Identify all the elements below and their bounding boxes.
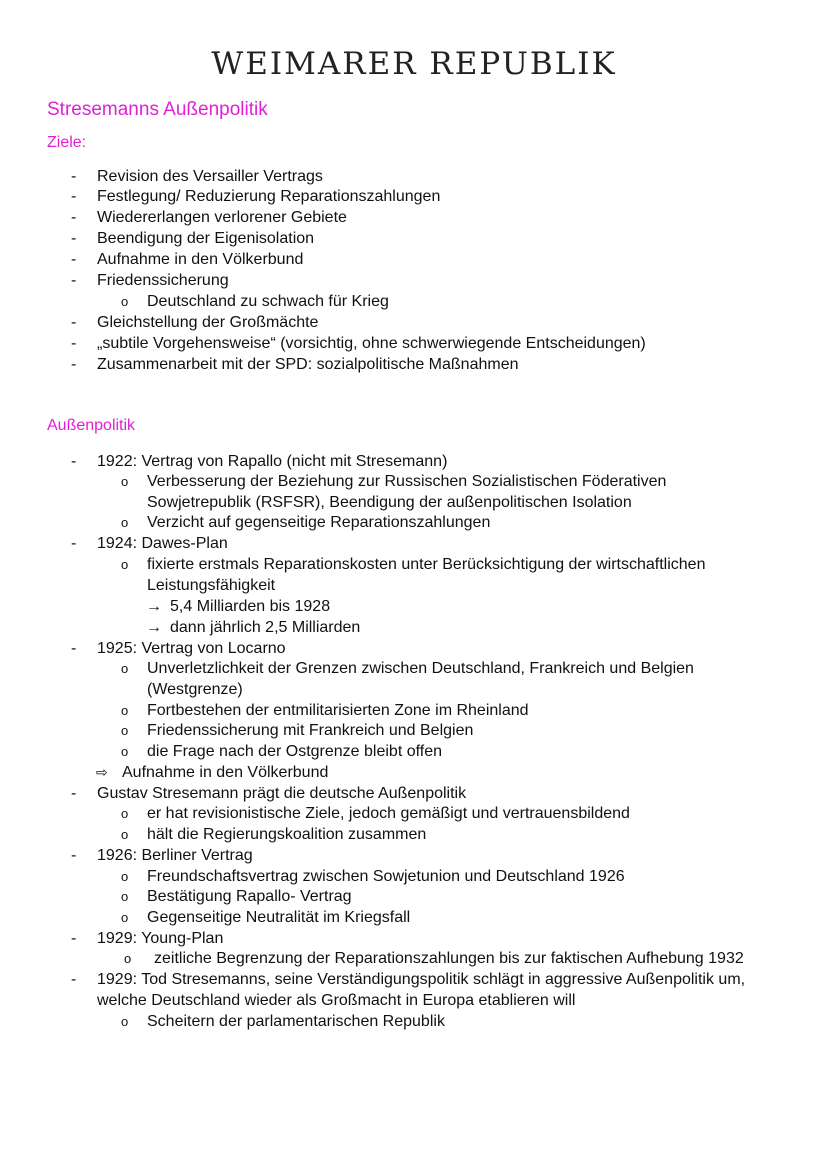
policy-heading: Außenpolitik [47,417,136,434]
list-item: - Beendigung der Eigenisolation [71,230,315,247]
circle-bullet: o [121,557,129,572]
list-subitem: o Deutschland zu schwach für Krieg [121,293,389,310]
section-title: Stresemanns Außenpolitik [47,99,268,120]
circle-bullet: o [121,1014,129,1029]
dash-bullet: - [71,209,77,226]
dash-bullet: - [71,335,77,352]
list-item: - „subtile Vorgehensweise“ (vorsichtig, ohne schwerwiegende Entscheidungen) [71,335,646,352]
list-item: - 1922: Vertrag von Rapallo (nicht mit Stresemann) [71,453,448,470]
list-item: - Zusammenarbeit mit der SPD: sozialpolitische Maßnahmen [71,356,519,373]
list-item: - Gustav Stresemann prägt die deutsche Außenpolitik [71,785,467,802]
list-item: - 1929: Tod Stresemanns, seine Verständigungspolitik schlägt in aggressive Außenpolitik um, [71,971,746,988]
arrow-item: → dann jährlich 2,5 Milliarden [146,619,361,636]
dash-bullet: - [71,640,77,657]
list-subitem: o zeitliche Begrenzung der Reparationszahlungen bis zur faktischen Aufhebung 1932 [124,950,744,967]
list-item: - Aufnahme in den Völkerbund [71,251,304,268]
circle-bullet: o [121,661,129,676]
list-subitem: o er hat revisionistische Ziele, jedoch gemäßigt und vertrauensbildend [121,805,630,822]
list-item: - 1925: Vertrag von Locarno [71,640,286,657]
list-item-continuation: welche Deutschland wieder als Großmacht in Europa etablieren will [97,992,576,1009]
circle-bullet: o [121,515,129,530]
dash-bullet: - [71,272,77,289]
circle-bullet: o [121,703,129,718]
dash-bullet: - [71,230,77,247]
list-item: - 1924: Dawes-Plan [71,535,228,552]
arrow-right-icon: → [146,598,162,615]
outline-arrow-item: ⇨ Aufnahme in den Völkerbund [96,764,329,781]
circle-bullet: o [121,889,129,904]
circle-bullet: o [121,827,129,842]
list-item: - 1926: Berliner Vertrag [71,847,253,864]
circle-bullet: o [121,474,129,489]
list-subitem: o Scheitern der parlamentarischen Republik [121,1013,445,1030]
list-subitem: o Freundschaftsvertrag zwischen Sowjetunion und Deutschland 1926 [121,868,625,885]
dash-bullet: - [71,785,77,802]
list-subitem: o Verzicht auf gegenseitige Reparationszahlungen [121,514,491,531]
list-subitem: o Bestätigung Rapallo- Vertrag [121,888,352,905]
list-subitem: o fixierte erstmals Reparationskosten unter Berücksichtigung der wirtschaftlichen [121,556,706,573]
list-item: - Friedenssicherung [71,272,229,289]
dash-bullet: - [71,930,77,947]
list-item: - Gleichstellung der Großmächte [71,314,319,331]
arrow-item: → 5,4 Milliarden bis 1928 [146,598,331,615]
arrow-right-icon: → [146,619,162,636]
list-subitem: o die Frage nach der Ostgrenze bleibt offen [121,743,442,760]
outline-arrow-icon: ⇨ [96,764,108,780]
dash-bullet: - [71,314,77,331]
dash-bullet: - [71,168,77,185]
dash-bullet: - [71,453,77,470]
dash-bullet: - [71,971,77,988]
list-item: - Festlegung/ Reduzierung Reparationszahlungen [71,188,441,205]
page-title: WEIMARER REPUBLIK [211,46,617,82]
list-subitem: o Unverletzlichkeit der Grenzen zwischen Deutschland, Frankreich und Belgien [121,660,694,677]
circle-bullet: o [121,723,129,738]
dash-bullet: - [71,356,77,373]
circle-bullet: o [121,910,129,925]
dash-bullet: - [71,251,77,268]
circle-bullet: o [121,806,129,821]
dash-bullet: - [71,847,77,864]
circle-bullet: o [121,869,129,884]
list-item: - Wiedererlangen verlorener Gebiete [71,209,347,226]
dash-bullet: - [71,535,77,552]
goals-heading: Ziele: [47,134,87,151]
list-subitem: o Verbesserung der Beziehung zur Russischen Sozialistischen Föderativen [121,473,667,490]
list-subitem-continuation: Leistungsfähigkeit [147,577,276,594]
list-subitem: o hält die Regierungskoalition zusammen [121,826,427,843]
list-item: - 1929: Young-Plan [71,930,224,947]
dash-bullet: - [71,188,77,205]
circle-bullet: o [121,744,129,759]
circle-bullet: o [121,294,129,309]
circle-bullet: o [124,951,132,966]
list-subitem: o Fortbestehen der entmilitarisierten Zone im Rheinland [121,702,529,719]
list-subitem-continuation: (Westgrenze) [147,681,243,698]
list-item: - Revision des Versailler Vertrags [71,168,323,185]
list-subitem-continuation: Sowjetrepublik (RSFSR), Beendigung der außenpolitischen Isolation [147,494,632,511]
list-subitem: o Gegenseitige Neutralität im Kriegsfall [121,909,411,926]
list-subitem: o Friedenssicherung mit Frankreich und Belgien [121,722,474,739]
